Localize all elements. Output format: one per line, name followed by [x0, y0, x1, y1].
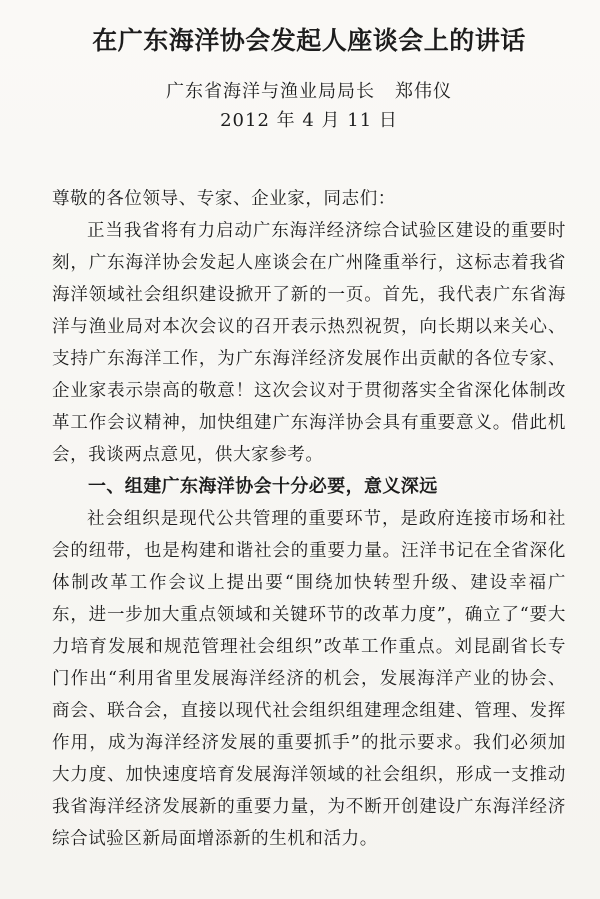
- paragraph-1: 正当我省将有力启动广东海洋经济综合试验区建设的重要时刻，广东海洋协会发起人座谈会在广州隆重举行，这标志着我省海洋领域社会组织建设掀开了新的一页。首先，我代表广东省海洋与渔业局对本次会议的召开表示热烈祝贺，向长期以来关心、支持广东海洋工作，为广东海洋经济发展作出贡献的各位专家、企业家表示崇高的敬意！这次会议对于贯彻落实全省深化体制改革工作会议精神，加快组建广东海洋协会具有重要意义。借此机会，我谈两点意见，供大家参考。: [52, 221, 566, 465]
- section-heading-1: 一、组建广东海洋协会十分必要，意义深远: [88, 476, 438, 497]
- paragraph-2: 社会组织是现代公共管理的重要环节，是政府连接市场和社会的纽带，也是构建和谐社会的重要力量。汪洋书记在全省深化体制改革工作会议上提出要“围绕加快转型升级、建设幸福广东，进一步加大重点领域和关键环节的改革力度”，确立了“要大力培育发展和规范管理社会组织”改革工作重点。刘昆副省长专门作出“利用省里发展海洋经济的机会，发展海洋产业的协会、商会、联合会，直接以现代社会组织组建理念组建、管理、发挥作用，成为海洋经济发展的重要抓手”的批示要求。我们必须加大力度、加快速度培育发展海洋领域的社会组织，形成一支推动我省海洋经济发展新的重要力量，为不断开创建设广东海洋经济综合试验区新局面增添新的生机和活力。: [52, 509, 566, 849]
- author-title: 广东省海洋与渔业局局长: [166, 81, 375, 102]
- author-name: 郑伟仪: [395, 81, 452, 102]
- speech-title: 在广东海洋协会发起人座谈会上的讲话: [92, 26, 526, 55]
- speech-date: 2012 年 4 月 11 日: [220, 110, 398, 131]
- author-line: [52, 80, 566, 104]
- salutation: 尊敬的各位领导、专家、企业家，同志们：: [52, 189, 396, 209]
